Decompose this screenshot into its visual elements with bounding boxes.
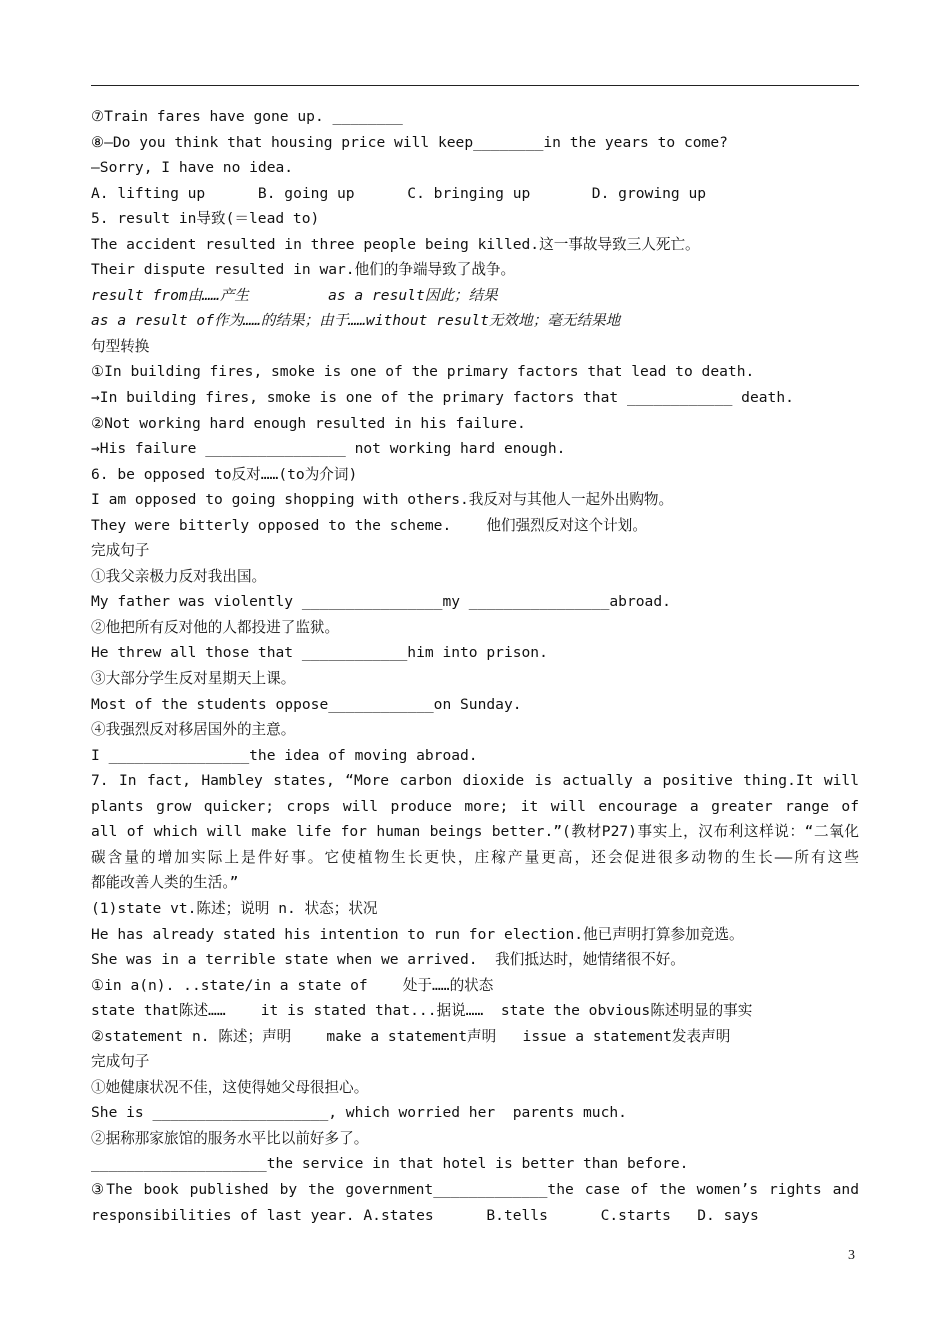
text-line: all of which will make life for human beings better.”(教材P27)事实上，汉布利这样说：“二氧化 <box>91 823 859 841</box>
text-line: A. lifting up B. going up C. bringing up D. growing up <box>91 184 707 202</box>
text-line: 7. In fact, Hambley states, “More carbon dioxide is actually a positive thing.It will <box>91 772 859 790</box>
text-line: 句型转换 <box>91 337 150 355</box>
text-line: (1)state vt.陈述；说明 n. 状态；状况 <box>91 899 378 917</box>
text-line: 碳含量的增加实际上是件好事。它使植物生长更快，庄稼产量更高，还会促进很多动物的生长——所有这些 <box>91 848 859 866</box>
text-line: ④我强烈反对移居国外的主意。 <box>91 721 296 739</box>
text-line: I am opposed to going shopping with others.我反对与其他人一起外出购物。 <box>91 491 674 509</box>
text-line: as a result of作为……的结果；由于……without result无效地；毫无结果地 <box>91 312 621 330</box>
document-body <box>91 104 859 1228</box>
text-line: They were bitterly opposed to the scheme. 他们强烈反对这个计划。 <box>91 516 647 534</box>
text-line: He has already stated his intention to run for election.他已声明打算参加竞选。 <box>91 925 744 943</box>
text-line: He threw all those that ____________him into prison. <box>91 644 548 662</box>
text-line: ①她健康状况不佳，这使得她父母很担心。 <box>91 1078 369 1096</box>
text-line: —Sorry, I have no idea. <box>91 159 294 177</box>
text-line: ②Not working hard enough resulted in his failure. <box>91 414 526 432</box>
text-line: ③The book published by the government_____________the case of the women’s rights and <box>91 1180 859 1198</box>
text-line: She was in a terrible state when we arrived. 我们抵达时，她情绪很不好。 <box>91 951 685 969</box>
text-line: result from由……产生 as a result因此；结果 <box>91 286 498 304</box>
text-line: ⑦Train fares have gone up. ________ <box>91 108 403 125</box>
text-line: ①我父亲极力反对我出国。 <box>91 567 267 585</box>
text-line: The accident resulted in three people being killed.这一事故导致三人死亡。 <box>91 235 700 253</box>
text-line: →In building fires, smoke is one of the primary factors that ____________ death. <box>91 389 794 407</box>
text-line: ①In building fires, smoke is one of the primary factors that lead to death. <box>91 363 755 381</box>
text-line: ②据称那家旅馆的服务水平比以前好多了。 <box>91 1129 369 1147</box>
text-line: Most of the students oppose____________on Sunday. <box>91 695 522 713</box>
page-number: 3 <box>848 1248 855 1263</box>
text-line: ③大部分学生反对星期天上课。 <box>91 670 296 688</box>
text-line: 6. be opposed to反对……(to为介词) <box>91 465 358 483</box>
text-line: →His failure ________________ not working hard enough. <box>91 440 566 458</box>
text-line: responsibilities of last year. A.states B.tells C.starts D. says <box>91 1206 759 1224</box>
text-line: ____________________the service in that hotel is better than before. <box>91 1155 689 1173</box>
text-line: state that陈述…… it is stated that...据说…… state the obvious陈述明显的事实 <box>91 1002 753 1020</box>
text-line: My father was violently ________________my ________________abroad. <box>91 593 671 611</box>
text-line: I ________________the idea of moving abroad. <box>91 746 478 764</box>
text-line: 5. result in导致(＝lead to) <box>91 210 320 228</box>
text-line: plants grow quicker; crops will produce more; it will encourage a greater range of <box>91 797 859 815</box>
text-line: Their dispute resulted in war.他们的争端导致了战争。 <box>91 261 516 279</box>
text-line: ⑧—Do you think that housing price will keep________in the years to come? <box>91 133 728 151</box>
header-rule <box>91 85 859 86</box>
text-line: ②statement n. 陈述；声明 make a statement声明 issue a statement发表声明 <box>91 1027 731 1045</box>
text-line: 完成句子 <box>91 542 150 560</box>
text-line: 都能改善人类的生活。” <box>91 874 239 892</box>
text-line: ②他把所有反对他的人都投进了监狱。 <box>91 618 340 636</box>
text-line: She is ____________________, which worried her parents much. <box>91 1104 627 1122</box>
text-line: 完成句子 <box>91 1053 150 1071</box>
text-line: ①in a(n). ..state/in a state of 处于……的状态 <box>91 976 494 994</box>
